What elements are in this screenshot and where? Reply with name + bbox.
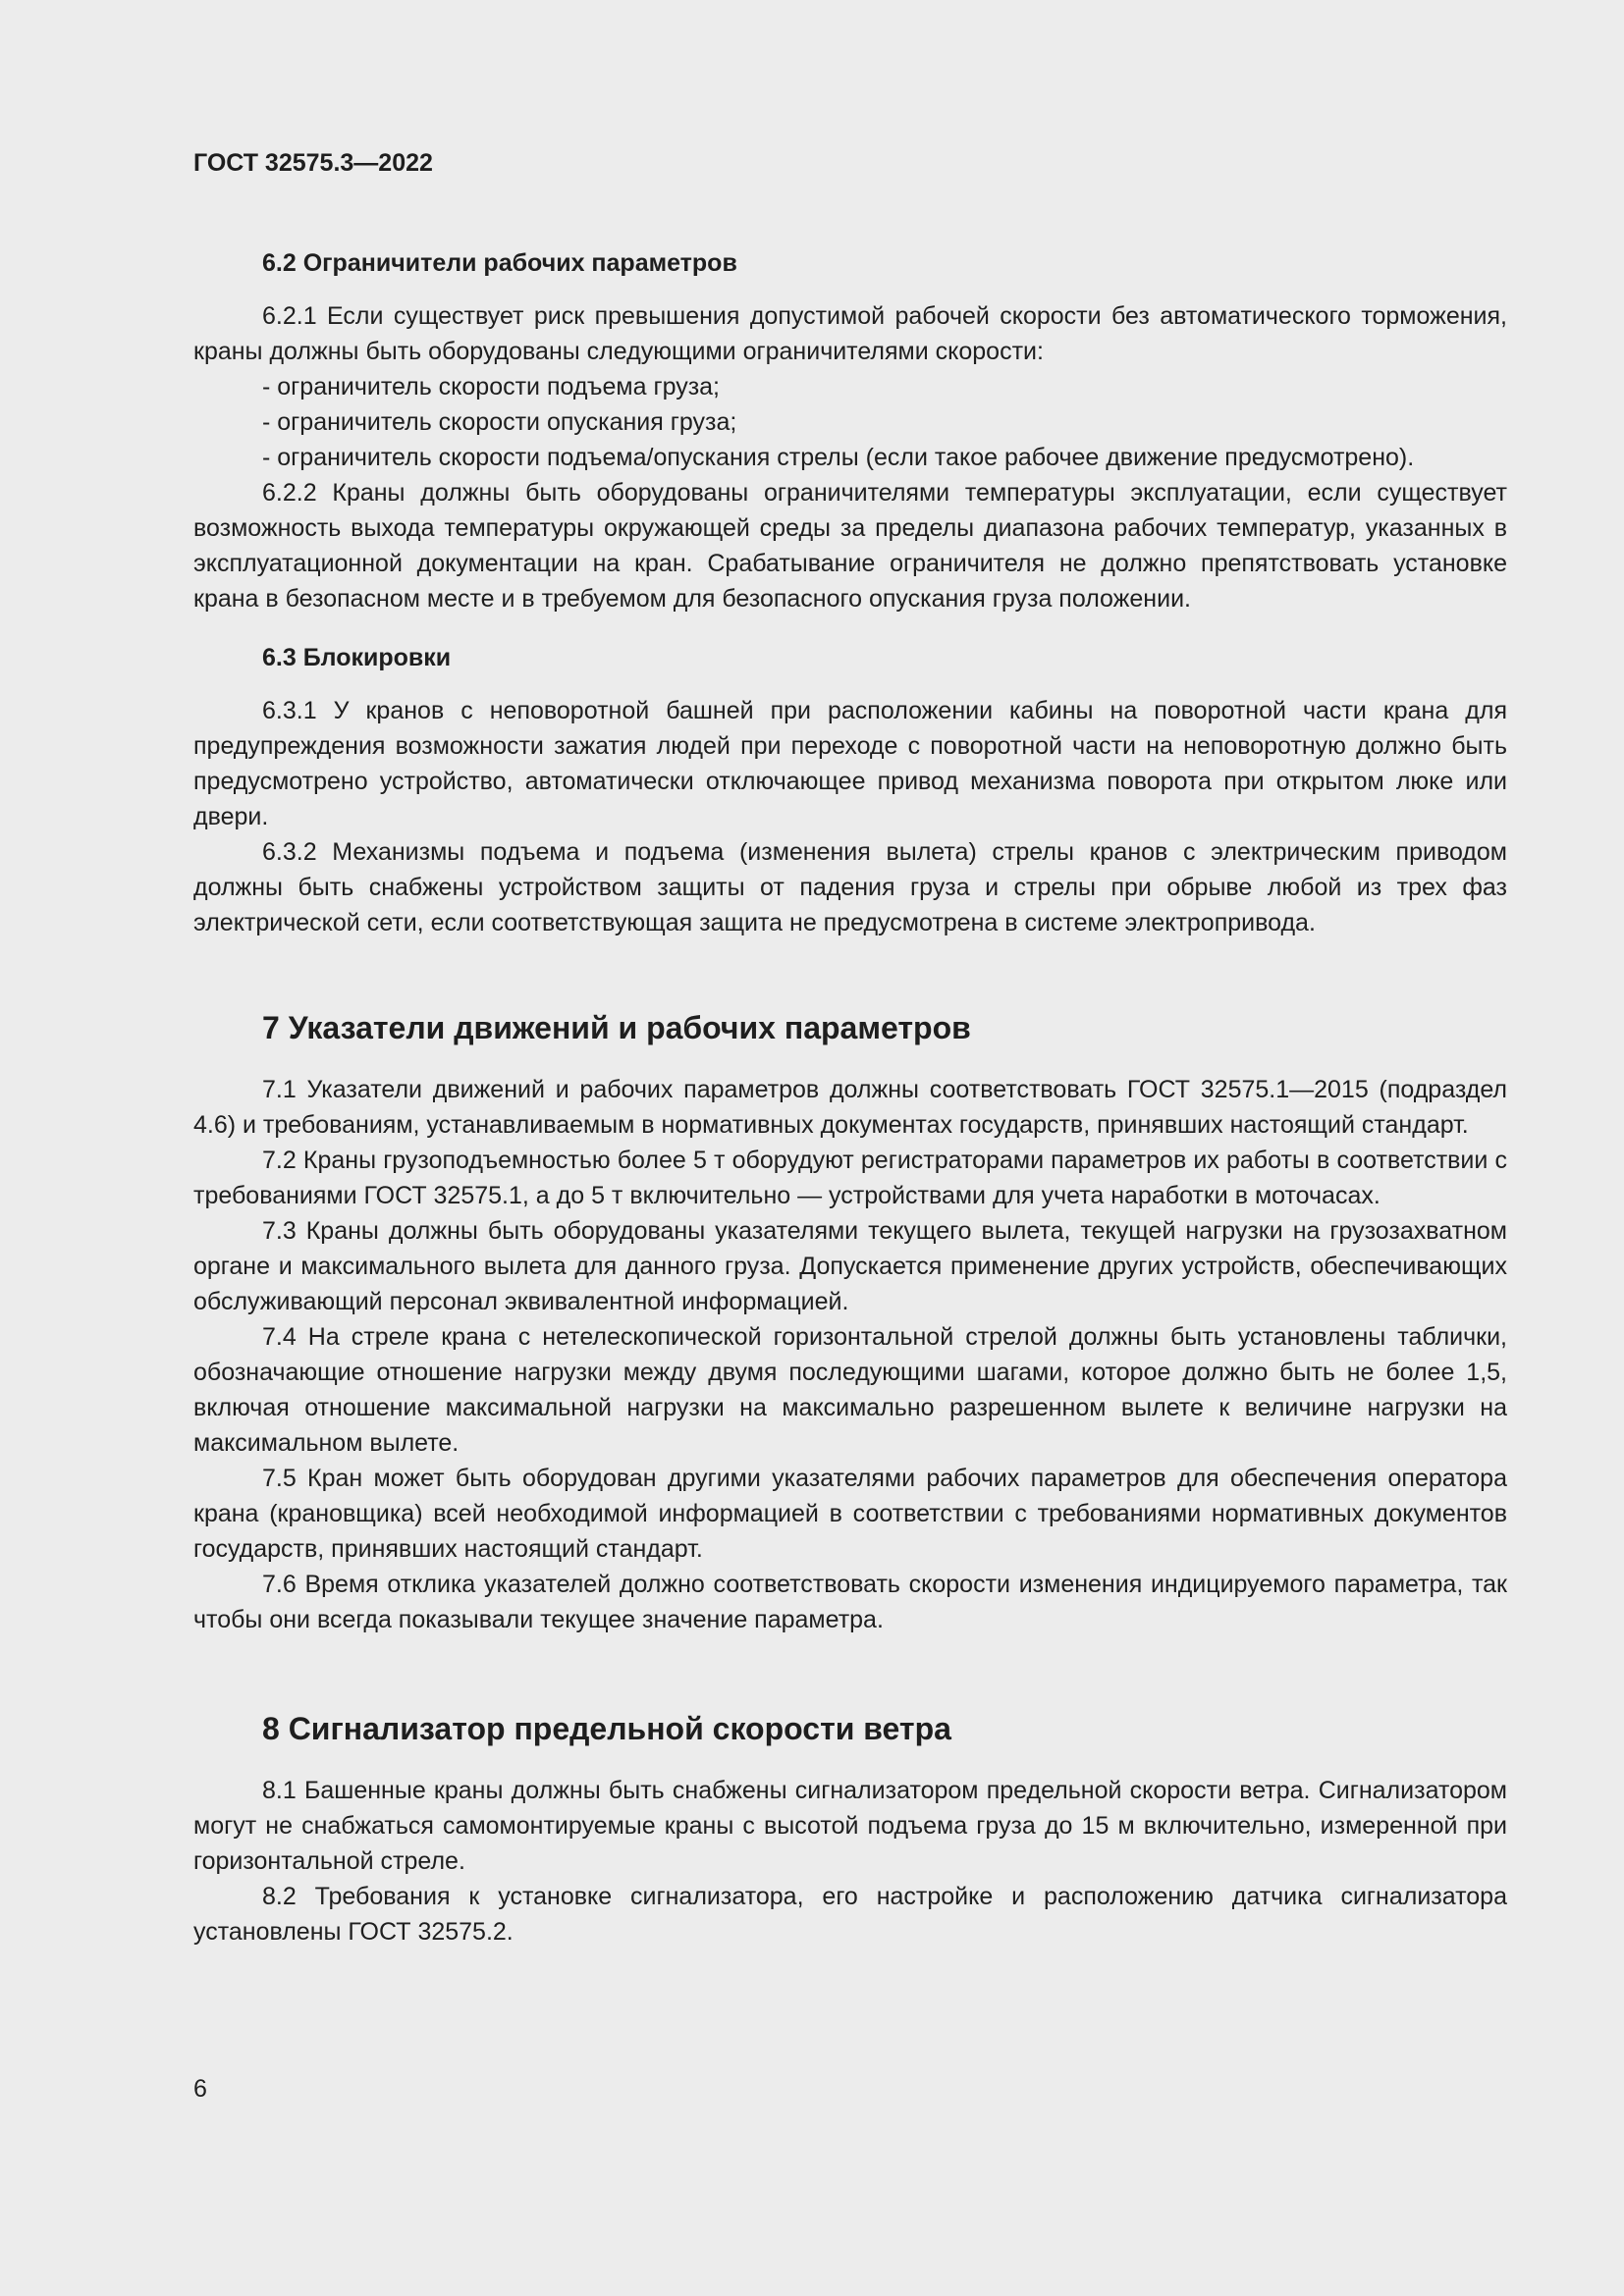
page-number: 6	[193, 2075, 207, 2103]
document-header: ГОСТ 32575.3—2022	[193, 149, 433, 177]
paragraph-8-1: 8.1 Башенные краны должны быть снабжены сигнализатором предельной скорости ветра. Сигнализатором могут не снабжаться самомонтируемые краны с высотой подъема груза до 15 м включительно, измеренной при горизонтальной стреле.	[193, 1777, 1507, 1875]
paragraph-6-3-1: 6.3.1 У кранов с неповоротной башней при расположении кабины на поворотной части крана для предупреждения возможности зажатия людей при переходе с поворотной части на неповоротную должно быть предусмотрено устройство, автоматически отключающее привод механизма поворота при открытом люке или двери.	[193, 697, 1507, 830]
section-6-2-title: 6.2 Ограничители рабочих параметров	[262, 249, 737, 277]
list-item-lower-speed: - ограничитель скорости опускания груза;	[262, 408, 737, 436]
document-page	[193, 143, 1507, 1949]
list-item-lift-speed: - ограничитель скорости подъема груза;	[262, 373, 721, 400]
paragraph-7-4: 7.4 На стреле крана с нетелескопической горизонтальной стрелой должны быть установлены таблички, обозначающие отношение нагрузки между двумя последующими шагами, которое должно быть не более 1,5, включая отношение максимальной нагрузки на максимально разрешенном вылете к величине нагрузки на максимальном вылете.	[193, 1323, 1507, 1457]
paragraph-7-3: 7.3 Краны должны быть оборудованы указателями текущего вылета, текущей нагрузки на грузозахватном органе и максимального вылета для данного груза. Допускается применение других устройств, обеспечивающих обслуживающий персонал эквивалентной информацией.	[193, 1217, 1507, 1315]
list-item-boom-speed: - ограничитель скорости подъема/опускания стрелы (если такое рабочее движение предусмотрено).	[262, 444, 1415, 471]
section-6-3-title: 6.3 Блокировки	[262, 644, 452, 671]
paragraph-8-2: 8.2 Требования к установке сигнализатора, его настройке и расположению датчика сигнализатора установлены ГОСТ 32575.2.	[193, 1883, 1507, 1946]
section-7-title: 7 Указатели движений и рабочих параметров	[262, 1010, 971, 1045]
section-8-title: 8 Сигнализатор предельной скорости ветра	[262, 1711, 951, 1746]
paragraph-6-2-1: 6.2.1 Если существует риск превышения допустимой рабочей скорости без автоматического торможения, краны должны быть оборудованы следующими ограничителями скорости:	[193, 302, 1507, 365]
paragraph-7-5: 7.5 Кран может быть оборудован другими указателями рабочих параметров для обеспечения оператора крана (крановщика) всей необходимой информацией в соответствии с требованиями нормативных документов государств, принявших настоящий стандарт.	[193, 1465, 1507, 1563]
paragraph-7-6: 7.6 Время отклика указателей должно соответствовать скорости изменения индицируемого параметра, так чтобы они всегда показывали текущее значение параметра.	[193, 1571, 1507, 1633]
paragraph-6-2-2: 6.2.2 Краны должны быть оборудованы ограничителями температуры эксплуатации, если существует возможность выхода температуры окружающей среды за пределы диапазона рабочих температур, указанных в эксплуатационной документации на кран. Срабатывание ограничителя не должно препятствовать установке крана в безопасном месте и в требуемом для безопасного опускания груза положении.	[193, 479, 1507, 613]
paragraph-7-1: 7.1 Указатели движений и рабочих параметров должны соответствовать ГОСТ 32575.1—2015 (подраздел 4.6) и требованиям, устанавливаемым в нормативных документах государств, принявших настоящий стандарт.	[193, 1076, 1507, 1139]
paragraph-7-2: 7.2 Краны грузоподъемностью более 5 т оборудуют регистраторами параметров их работы в соответствии с требованиями ГОСТ 32575.1, а до 5 т включительно — устройствами для учета наработки в моточасах.	[193, 1147, 1507, 1209]
paragraph-6-3-2: 6.3.2 Механизмы подъема и подъема (изменения вылета) стрелы кранов с электрическим приводом должны быть снабжены устройством защиты от падения груза и стрелы при обрыве любой из трех фаз электрической сети, если соответствующая защита не предусмотрена в системе электропривода.	[193, 838, 1507, 936]
